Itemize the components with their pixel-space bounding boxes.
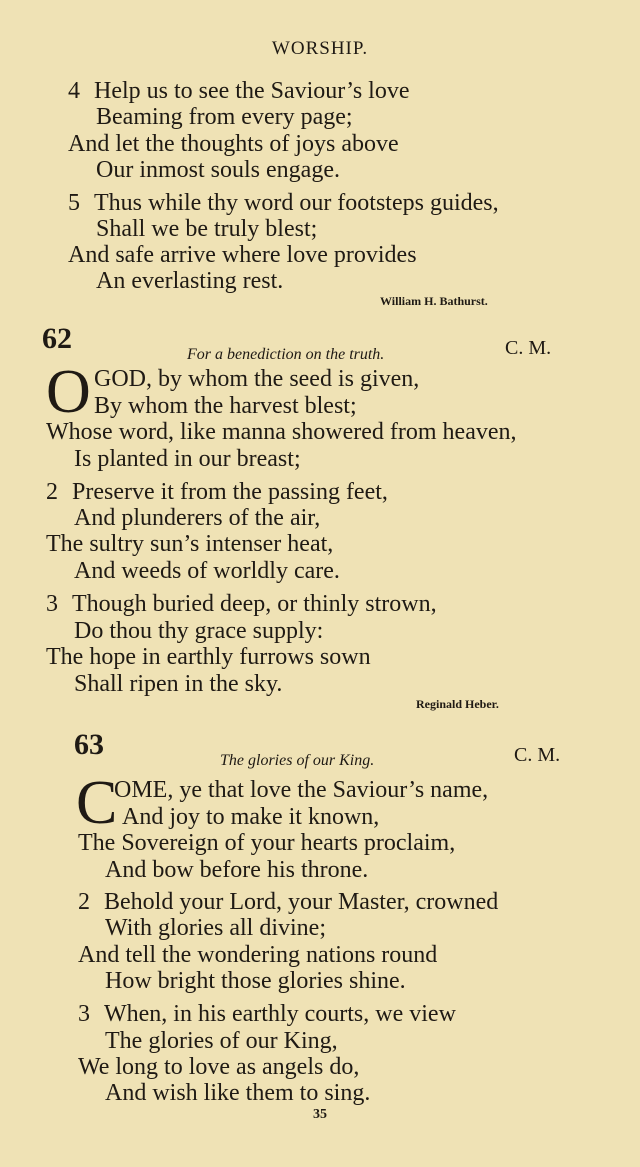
verse-number: 3	[46, 591, 58, 617]
verse-line: GOD, by whom the seed is given,	[94, 366, 420, 392]
verse-line: Do thou thy grace supply:	[74, 618, 324, 644]
verse-line: 3 Though buried deep, or thinly strown,	[46, 591, 437, 617]
verse-line: 5 Thus while thy word our footsteps guides,	[68, 190, 499, 216]
hymn-meter: C. M.	[505, 337, 552, 359]
verse-line: And weeds of worldly care.	[74, 558, 340, 584]
hymn-subtitle: For a benediction on the truth.	[187, 346, 385, 363]
verse-line: The hope in earthly furrows sown	[46, 644, 371, 670]
verse-number: 2	[78, 889, 90, 915]
verse-line: 4 Help us to see the Saviour’s love	[68, 78, 410, 104]
verse-line: The Sovereign of your hearts proclaim,	[78, 830, 456, 856]
verse-line: And tell the wondering nations round	[78, 942, 438, 968]
verse-line: And wish like them to sing.	[105, 1080, 371, 1106]
hymn-number: 62	[42, 322, 72, 355]
verse-line: Beaming from every page;	[96, 104, 353, 130]
verse-line: By whom the harvest blest;	[94, 393, 357, 419]
verse-line: The sultry sun’s intenser heat,	[46, 531, 334, 557]
verse-number: 4	[68, 78, 80, 104]
verse-line: And joy to make it known,	[122, 804, 380, 830]
verse-line: With glories all divine;	[105, 915, 326, 941]
drop-cap: O	[46, 358, 91, 426]
verse-line: And bow before his throne.	[105, 857, 369, 883]
verse-line: OME, ye that love the Saviour’s name,	[114, 777, 489, 803]
verse-line: Whose word, like manna showered from heaven,	[46, 419, 517, 445]
verse-line: The glories of our King,	[105, 1028, 338, 1054]
verse-line: We long to love as angels do,	[78, 1054, 360, 1080]
hymn-subtitle: The glories of our King.	[220, 752, 375, 769]
verse-line: How bright those glories shine.	[105, 968, 406, 994]
verse-line: Our inmost souls engage.	[96, 157, 340, 183]
verse-number: 5	[68, 190, 80, 216]
verse-line: Is planted in our breast;	[74, 446, 301, 472]
verse-number: 3	[78, 1001, 90, 1027]
hymn-number: 63	[74, 728, 104, 761]
hymn-meter: C. M.	[514, 744, 561, 766]
running-header: WORSHIP.	[271, 38, 369, 59]
page-number: 35	[313, 1107, 327, 1122]
author-attribution: Reginald Heber.	[416, 697, 499, 711]
verse-line: 2 Preserve it from the passing feet,	[46, 479, 388, 505]
verse-line: 2 Behold your Lord, your Master, crowned	[78, 889, 499, 915]
verse-number: 2	[46, 479, 58, 505]
verse-line: Shall we be truly blest;	[96, 216, 318, 242]
verse-line: Shall ripen in the sky.	[74, 671, 283, 697]
verse-line: 3 When, in his earthly courts, we view	[78, 1001, 456, 1027]
author-attribution: William H. Bathurst.	[380, 294, 488, 308]
verse-line: And plunderers of the air,	[74, 505, 321, 531]
verse-line: And safe arrive where love provides	[68, 242, 417, 268]
drop-cap: C	[76, 769, 118, 837]
verse-line: An everlasting rest.	[96, 268, 284, 294]
verse-line: And let the thoughts of joys above	[68, 131, 399, 157]
